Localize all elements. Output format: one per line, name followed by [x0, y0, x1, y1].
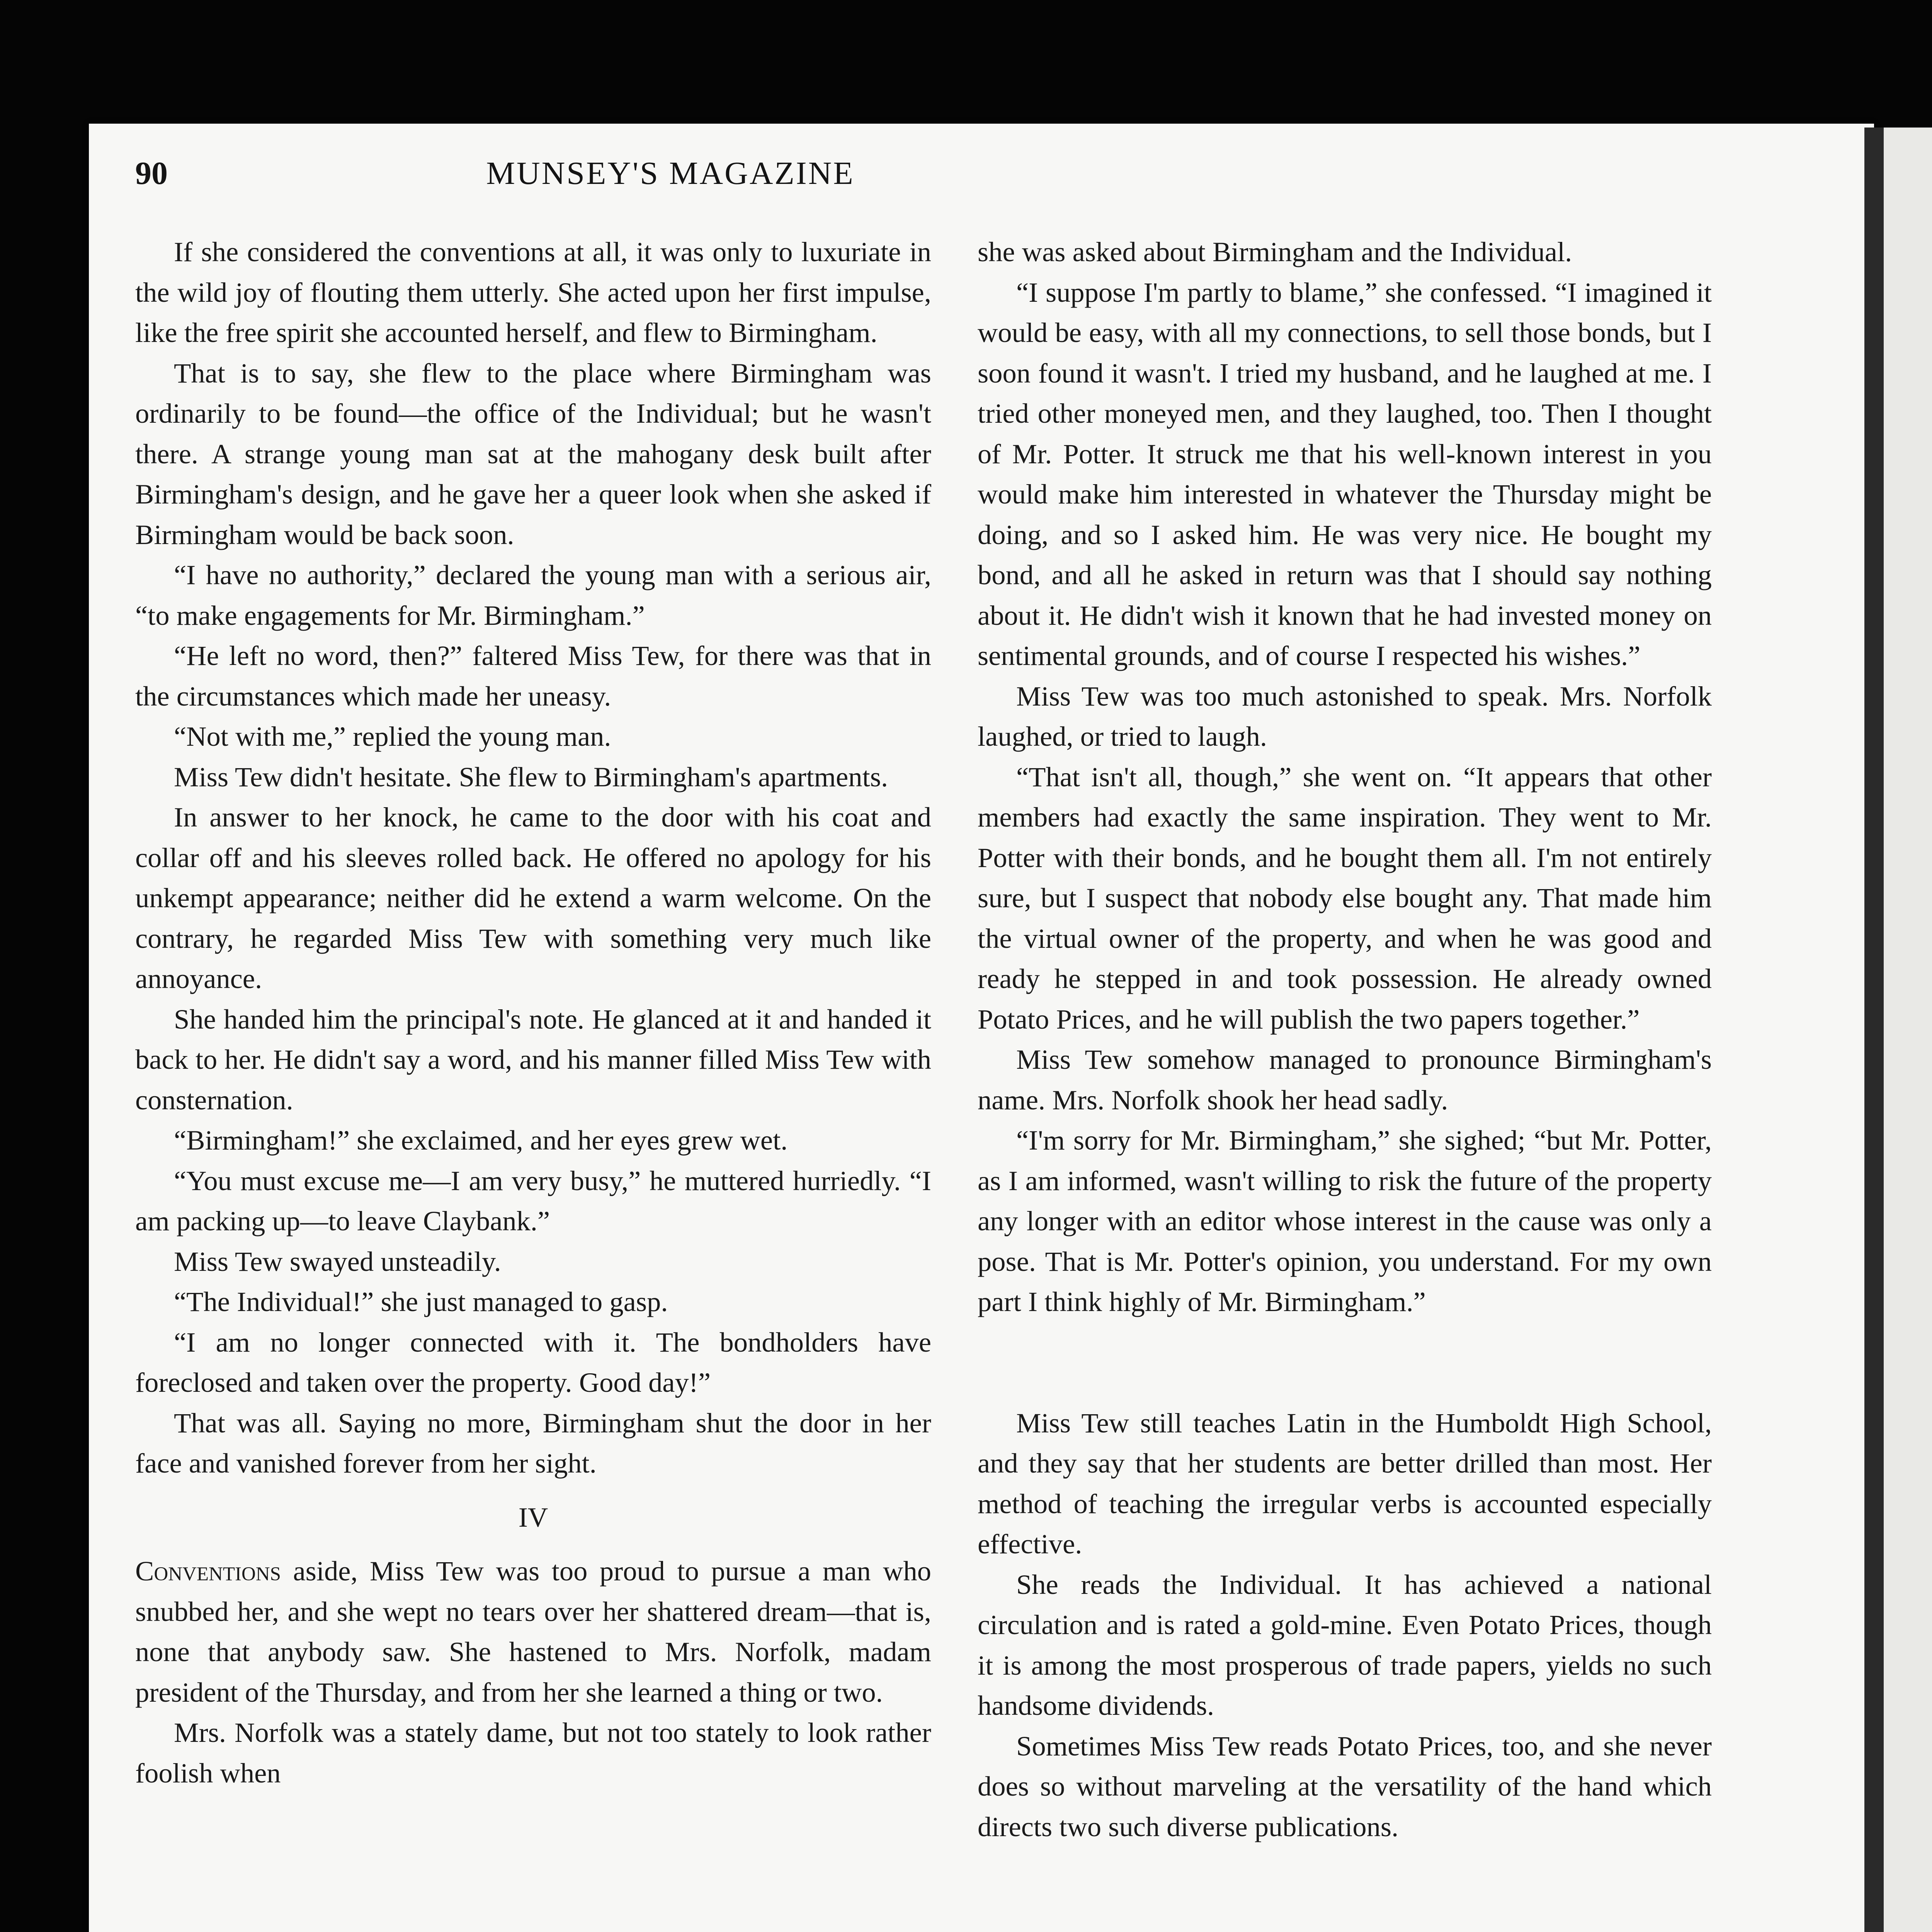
paragraph: That was all. Saying no more, Birmingham shut the door in her face and vanished forever from her sight. [135, 1407, 931, 1479]
running-title: MUNSEY'S MAGAZINE [486, 155, 855, 191]
paragraph: “You must excuse me—I am very busy,” he muttered hurriedly. “I am packing up—to leave Claybank.” [135, 1165, 931, 1236]
paragraph-text: aside, Miss Tew was too proud to pursue a man who snubbed her, and she wept no tears over her shattered dream—that is, none that anybody saw. She hastened to Mrs. Norfolk, madam president of the Thursday, and from her she learned a thing or two. [135, 1555, 931, 1708]
paragraph: Sometimes Miss Tew reads Potato Prices, too, and she never does so without marveling at the versatility of the hand which directs two such diverse publications. [978, 1730, 1712, 1842]
paragraph: “I have no authority,” declared the young man with a serious air, “to make engagements for Mr. Birmingham.” [135, 559, 931, 631]
paragraph: Miss Tew somehow managed to pronounce Birmingham's name. Mrs. Norfolk shook her head sadly. [978, 1044, 1712, 1116]
paragraph: She handed him the principal's note. He glanced at it and handed it back to her. He didn't say a word, and his manner filled Miss Tew with consternation. [135, 1003, 931, 1116]
facing-page-edge [1884, 128, 1932, 1932]
paragraph: If she considered the conventions at all, it was only to luxuriate in the wild joy of flouting them utterly. She acted upon her first impulse, like the free spirit she accounted herself, and flew to Birmingham. [135, 236, 931, 348]
paragraph: “I suppose I'm partly to blame,” she confessed. “I imagined it would be easy, with all my connections, to sell those bonds, but I soon found it wasn't. I tried my husband, and he laughed at me. I tried other moneyed men, and they laughed, too. Then I thought of Mr. Potter. It struck me that his well-known interest in you would make him interested in whatever the Thursday might be doing, and so I asked him. He was very nice. He bought my bond, and all he asked in return was that I should say nothing about it. He didn't wish it known that he had invested money on sentimental grounds, and of course I respected his wishes.” [978, 276, 1712, 671]
small-caps-lead: Conventions [135, 1555, 281, 1587]
paragraph: “Not with me,” replied the young man. [174, 721, 611, 752]
paragraph: In answer to her knock, he came to the door with his coat and collar off and his sleeves rolled back. He offered no apology for his unkempt appearance; neither did he extend a warm welcome. On the contrary, he regarded Miss Tew with something very much like annoyance. [135, 801, 931, 994]
paragraph: “The Individual!” she just managed to gasp. [174, 1286, 668, 1317]
paragraph: That is to say, she flew to the place where Birmingham was ordinarily to be found—the office of the Individual; but he wasn't there. A strange young man sat at the mahogany desk built after Birmingham's design, and he gave her a queer look when she asked if Birmingham would be back soon. [135, 357, 931, 550]
left-column [135, 232, 931, 1793]
paragraph: Miss Tew was too much astonished to speak. Mrs. Norfolk laughed, or tried to laugh. [978, 680, 1712, 752]
paragraph: Miss Tew still teaches Latin in the Humboldt High School, and they say that her students are better drilled than most. Her method of teaching the irregular verbs is accounted especially effective. [978, 1407, 1712, 1560]
paragraph: She reads the Individual. It has achieved a national circulation and is rated a gold-mine. Even Potato Prices, though it is among the most prosperous of trade papers, yields no such handsome dividends. [978, 1568, 1712, 1721]
section-number: IV [518, 1501, 548, 1533]
paragraph: “Birmingham!” she exclaimed, and her eyes grew wet. [174, 1124, 788, 1156]
paragraph: “I am no longer connected with it. The bondholders have foreclosed and taken over the property. Good day!” [135, 1326, 931, 1398]
section-opening-paragraph [135, 1551, 931, 1713]
paragraph: Miss Tew didn't hesitate. She flew to Birmingham's apartments. [174, 761, 888, 793]
book-spine [1864, 128, 1884, 1932]
page-number: 90 [135, 155, 168, 191]
paragraph: Mrs. Norfolk was a stately dame, but not too stately to look rather foolish when [135, 1717, 931, 1789]
paragraph: she was asked about Birmingham and the Individual. [978, 236, 1572, 267]
paragraph: “I'm sorry for Mr. Birmingham,” she sighed; “but Mr. Potter, as I am informed, wasn't willing to risk the future of the property any longer with an editor whose interest in the cause was only a pose. That is Mr. Potter's opinion, you understand. For my own part I think highly of Mr. Birmingham.” [978, 1124, 1712, 1317]
paragraph: “He left no word, then?” faltered Miss Tew, for there was that in the circumstances which made her uneasy. [135, 640, 931, 712]
paragraph: Miss Tew swayed unsteadily. [174, 1245, 501, 1277]
right-column [978, 232, 1712, 1847]
paragraph: “That isn't all, though,” she went on. “It appears that other members had exactly the same inspiration. They went to Mr. Potter with their bonds, and he bought them all. I'm not entirely sure, but I suspect that nobody else bought any. That made him the virtual owner of the property, and when he was good and ready he stepped in and took possession. He already owned Potato Prices, and he will publish the two papers together.” [978, 761, 1712, 1035]
